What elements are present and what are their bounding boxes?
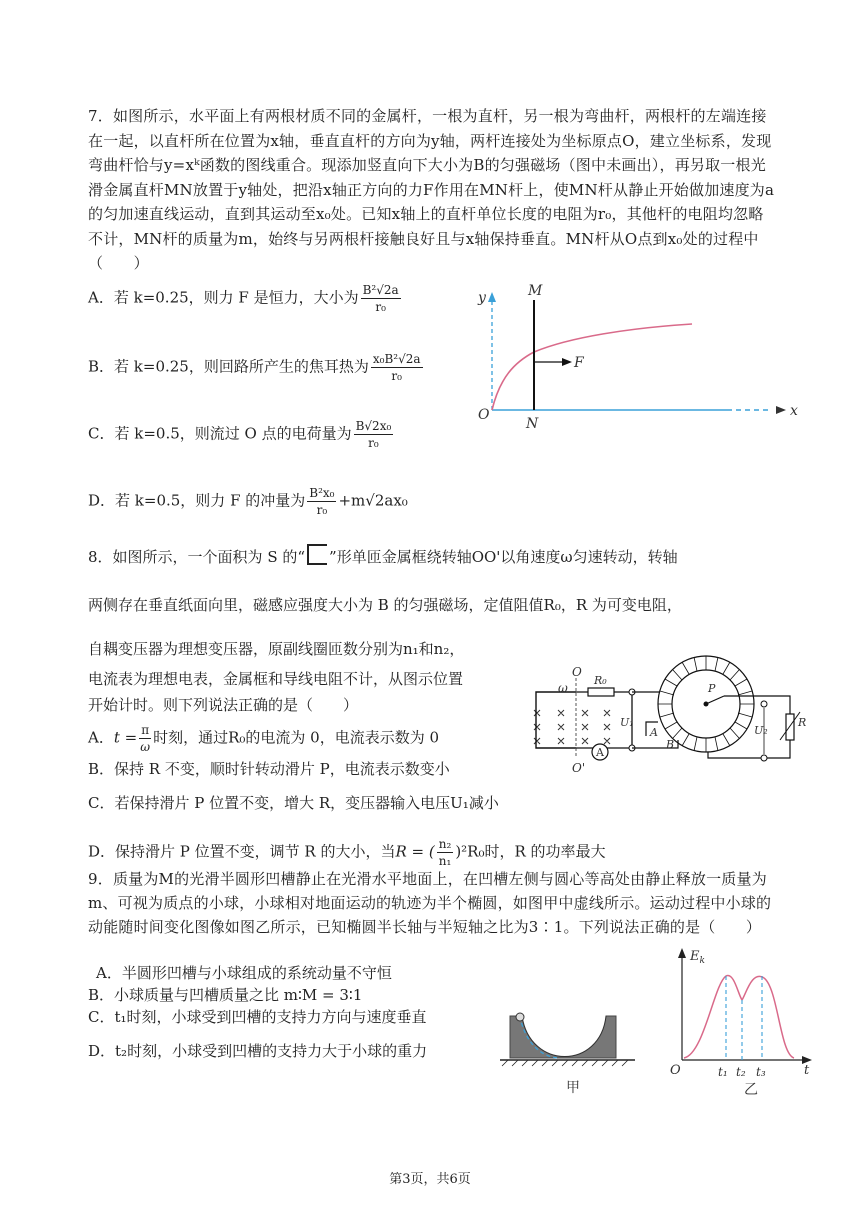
q9-option-d: D．t₂时刻，小球受到凹槽的支持力大于小球的重力 [88,1042,428,1060]
q9-option-a: A．半圆形凹槽与小球组成的系统动量不守恒 [96,964,392,982]
label-m: M [528,283,543,299]
secondary-wire [708,696,790,758]
q9-option-b: B．小球质量与凹槽质量之比 m∶M = 3∶1 [88,986,363,1004]
x-axis-arrow [776,406,786,414]
q8-option-c: C．若保持滑片 P 位置不变，增大 R，变压器输入电压U₁减小 [88,794,499,812]
q7-option-b: B．若 k=0.25，则回路所产生的焦耳热为 $\frac{\text{x₀B²√2a}}{\text{r₀}}$ [88,352,421,383]
label-o: O [572,665,582,679]
q7-option-d: D．若 k=0.5，则力 F 的冲量为 $\frac{\text{B²x₀}}{\text{r₀}}$ +m√2ax₀ [88,486,408,517]
q8-option-d: D．保持滑片 P 位置不变，调节 R 的大小，当R = ( $\frac{\text{n₂}}{\text{n₁}}$ )²R₀时，R 的功率最大 [88,837,606,868]
curve-rod [492,324,692,410]
label-b: B [666,738,675,751]
x-axis-label: x [790,403,798,419]
page-footer: 第3页，共6页 [389,1172,471,1187]
label-p: P [708,682,716,695]
ek-axis-arrow [678,948,686,958]
label-o: O [478,407,490,423]
q8-line3: 自耦变压器为理想变压器，原副线圈匝数分别为n₁和n₂， [88,640,465,658]
force-arrowhead [562,358,572,366]
y-axis-arrow [488,292,496,302]
label-r0: R₀ [594,674,607,687]
figure-label-jia: 甲 [566,1080,580,1096]
q9-option-c: C．t₁时刻，小球受到凹槽的支持力方向与速度垂直 [88,1008,427,1026]
label-a: A [650,726,658,739]
resistor-r0 [588,688,614,696]
y-axis-label: y [478,290,486,306]
label-r: R [798,716,807,729]
q8-line1: 8．如图所示，一个面积为 S 的“ ”形单匝金属框绕转轴OO'以角速度ω匀速转动，转轴 [88,544,678,568]
ball [516,1013,524,1021]
q7-option-c: C．若 k=0.5，则流过 O 点的电荷量为 $\frac{\text{B√2x₀}}{\text{r₀}}$ [88,419,392,450]
magnetic-field-crosses [534,710,610,744]
slider-p [706,696,724,704]
q8-line4: 电流表为理想电表，金属框和导线电阻不计，从图示位置 [88,670,464,688]
frame-shape-icon [307,544,327,565]
q8-option-b: B．保持 R 不变，顺时针转动滑片 P，电流表示数变小 [88,760,450,778]
label-n: N [526,416,539,432]
label-u2: U₂ [754,724,768,737]
label-u1: U₁ [620,716,634,729]
q9-stem: 9．质量为M的光滑半圆形凹槽静止在光滑水平地面上，在凹槽左侧与圆心等高处由静止释放一质量为m、可视为质点的小球，小球相对地面运动的轨迹为半个椭圆，如图甲中虚线所示。运动过程中小球的动能随时间变化图像如图乙所示，已知椭圆半长轴与半短轴之比为3∶1。下列说法正确的是（ ） [88,870,772,936]
q7-stem: 7．如图所示，水平面上有两根材质不同的金属杆，一根为直杆，另一根为弯曲杆，两根杆的左端连接在一起，以直杆所在位置为x轴，垂直直杆的方向为y轴，两杆连接处为坐标原点O，建立坐标系，发现弯曲杆恰与y=xᵏ函数的图线重合。现添加竖直向下大小为B的匀强磁场（图中未画出），再另取一根光滑金属直杆MN放置于y轴处，把沿x轴正方向的力F作用在MN杆上，使MN杆从静止开始做加速度为a的匀加速直线运动，直到其运动至x₀处。已知x轴上的直杆单位长度的电阻为r₀，其他杆的电阻均忽略不计，MN杆的质量为m，始终与另两根杆接触良好且与x轴保持垂直。MN杆从O点到x₀处的过程中（ ） [88,107,775,272]
time-markers [726,976,762,1060]
ground-hatching [502,1060,628,1066]
q7-option-a: A．若 k=0.25，则力 F 是恒力，大小为 $\frac{\text{B²√2a}}{\text{r₀}}$ [88,283,399,314]
terminal [761,701,767,707]
ek-curve [684,976,794,1058]
t2-label: t₂ [736,1065,746,1079]
q8-line2: 两侧存在垂直纸面向里，磁感应强度大小为 B 的匀强磁场，定值阻值R₀，R 为可变电阻， [88,596,682,614]
t-label: t [804,1063,810,1078]
variable-resistor-r [786,714,794,740]
label-f: F [574,355,584,371]
slider-pivot [704,702,709,707]
ek-label: $E_k$ [690,949,705,966]
q8-line5: 开始计时。则下列说法正确的是（ ） [88,696,359,714]
t1-label: t₁ [718,1065,728,1079]
terminal [761,755,767,761]
q8-option-a: A．t = $\frac{\pi}{\omega}$ 时刻，通过R₀的电流为 0，电流表示数为 0 [88,723,440,754]
t3-label: t₃ [756,1065,766,1079]
metal-frame [536,692,576,748]
q8-circuit-figure [528,640,818,780]
q7-figure [470,282,810,432]
q9-figure-yi [664,944,824,1100]
origin-label: O [670,1063,681,1078]
q9-figure-jia [490,1000,645,1100]
label-o-prime: O' [572,761,586,775]
figure-label-yi: 乙 [744,1082,758,1098]
label-omega: ω [558,681,568,695]
ammeter-label: A [596,746,604,759]
